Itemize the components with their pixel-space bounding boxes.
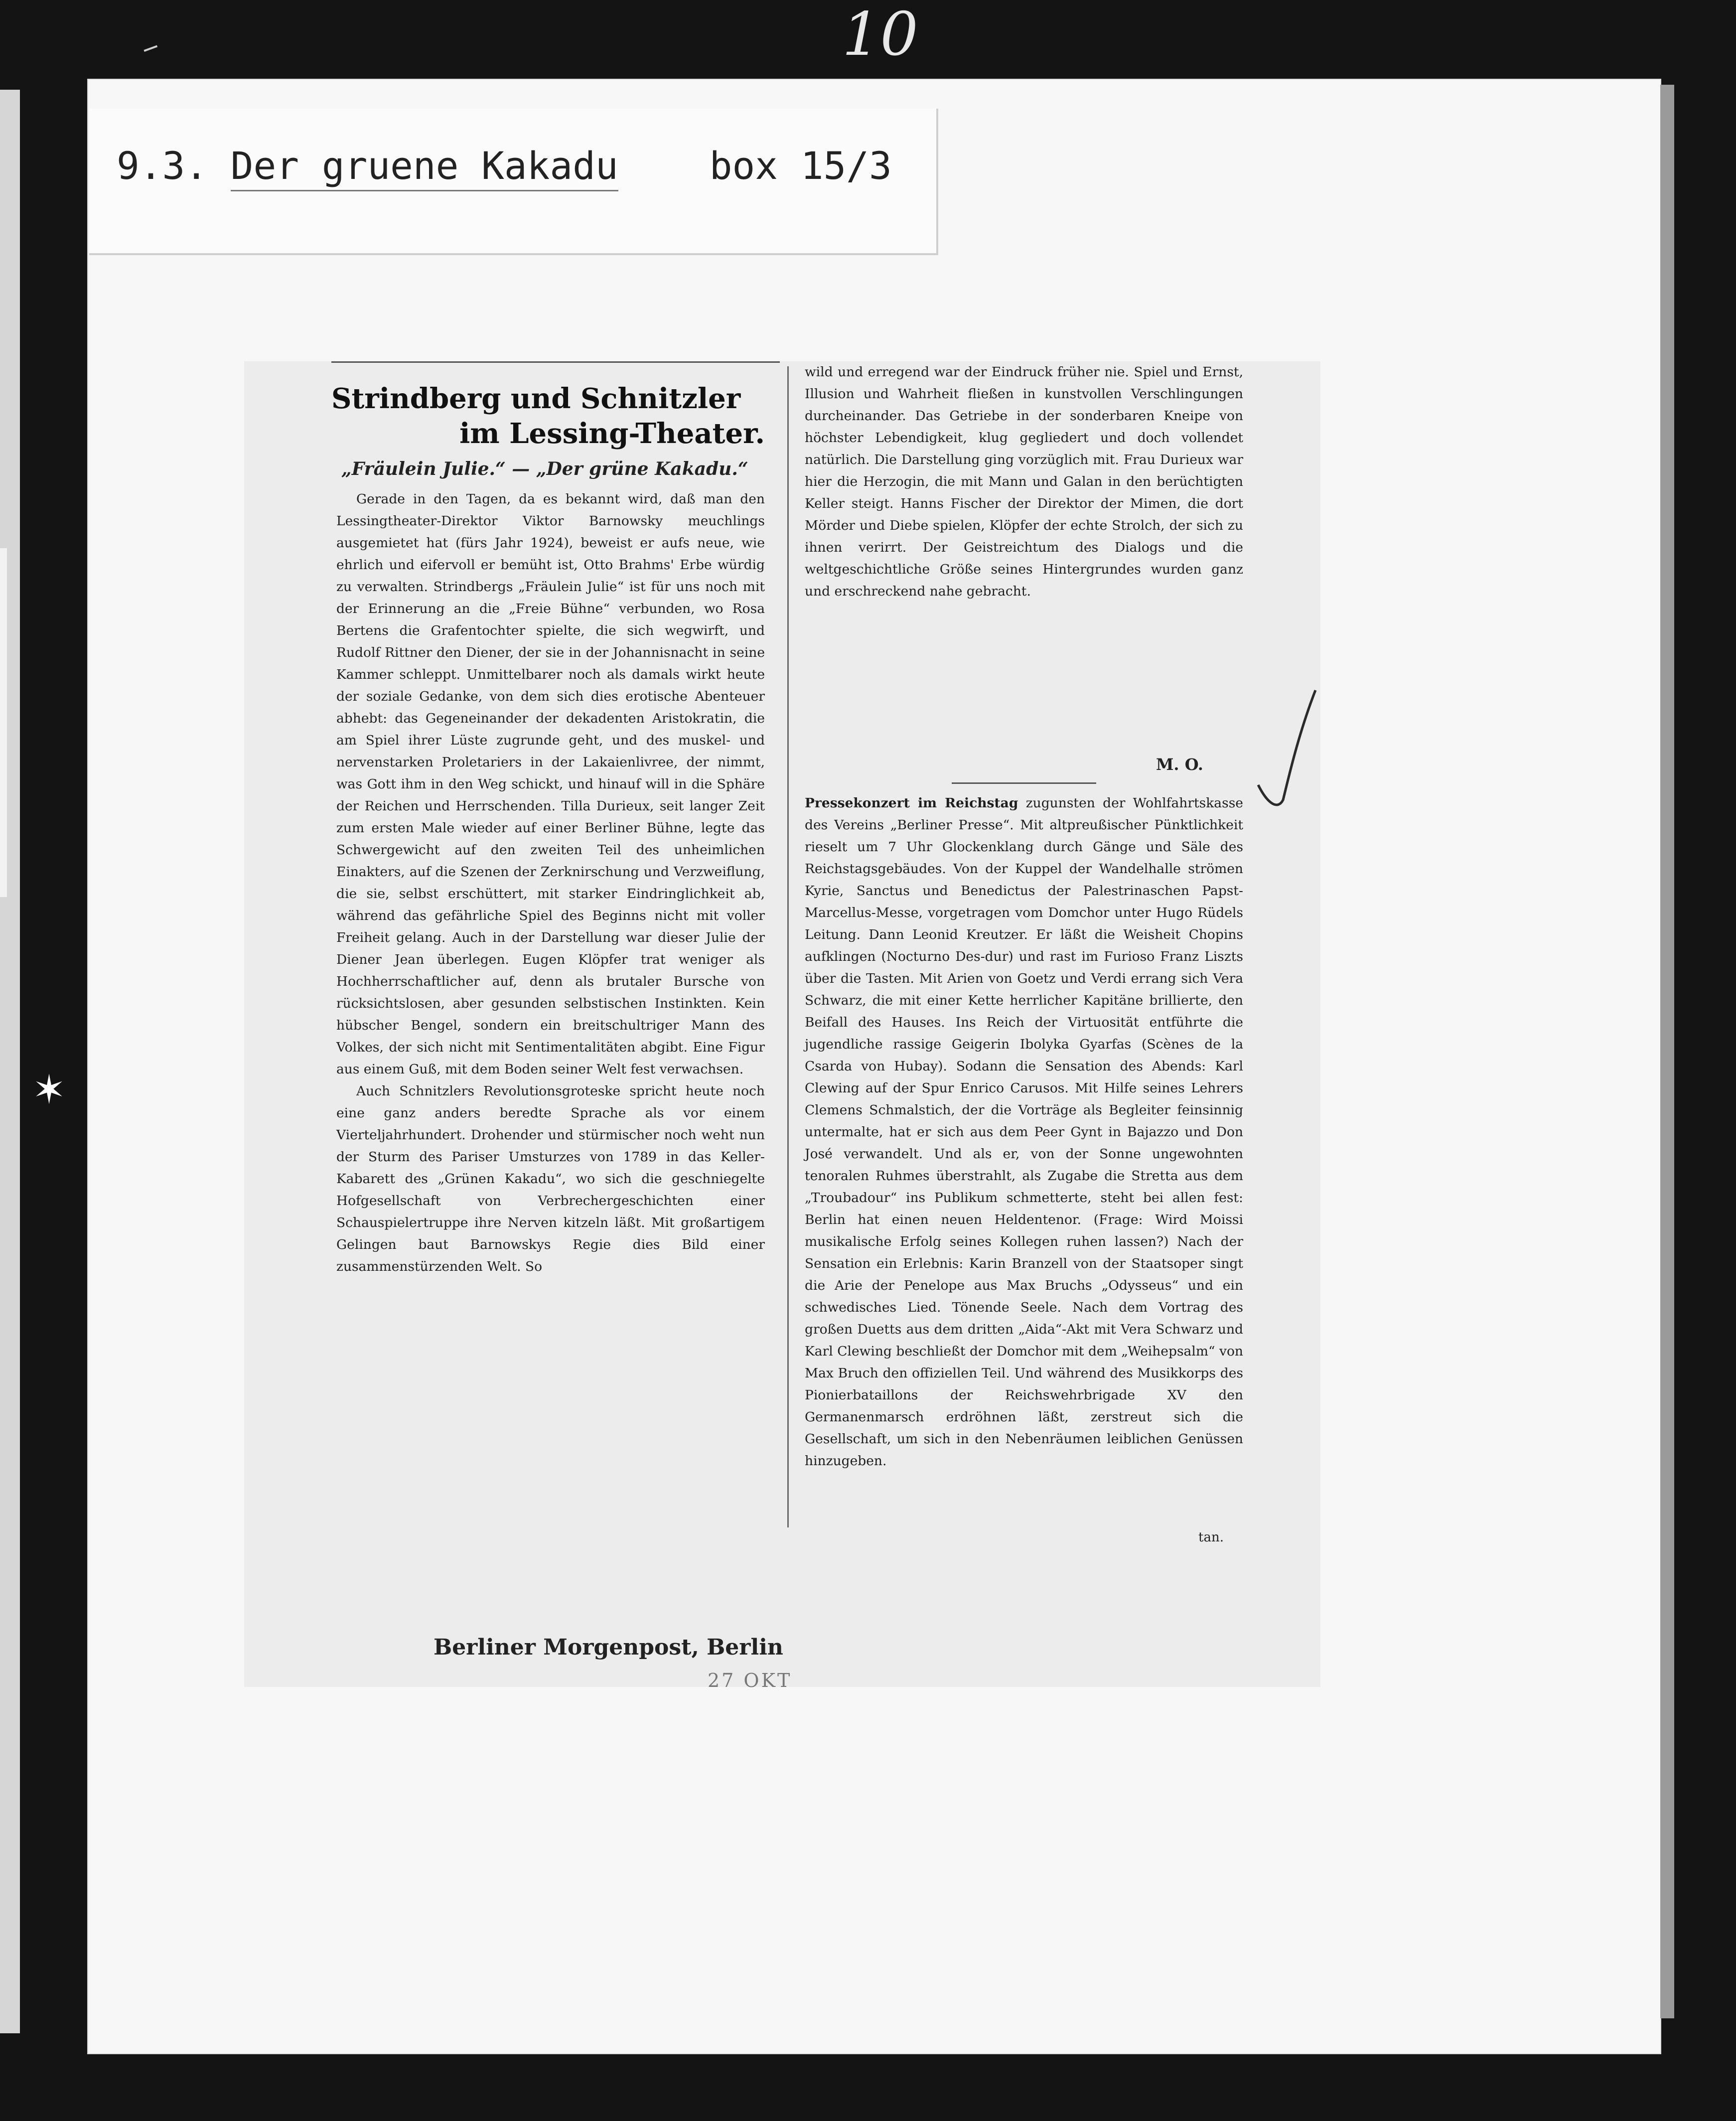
adjacent-page-edge	[0, 90, 20, 2033]
newspaper-clipping	[244, 361, 1320, 1691]
archive-label-text	[117, 144, 914, 188]
archive-label	[89, 109, 938, 255]
second-article-lead: Pressekonzert im Reichstag	[805, 795, 1018, 811]
headline-line-2: im Lessing-Theater.	[459, 417, 765, 450]
article-left-column	[336, 488, 765, 1278]
article-right-column	[805, 361, 1243, 603]
second-article	[805, 792, 1243, 1472]
second-article-body: zugunsten der Wohlfahrtskasse des Vereins „Berliner Presse“. Mit altpreußischer Pünktlichkeit rieselt um 7 Uhr Glockenklang durch Gänge und Säle des Reichstagsgebäudes. Von der Kuppel der Wandelhalle strömen Kyrie, Sanctus und Benedictus der Palestrinaschen Papst-Marcellus-Messe, vorgetragen vom Domchor unter Hugo Rüdels Leitung. Dann Leonid Kreutzer. Er läßt die Weisheit Chopins aufklingen (Nocturno Des-dur) und rast im Furioso Franz Liszts über die Tasten. Mit Arien von Goetz und Verdi errang sich Vera Schwarz, die mit einer Kette herrlicher Kapitäne brillierte, den Beifall des Hauses. Ins Reich der Virtuosität entführte die jugendliche rassige Geigerin Ibolyka Gyarfas (Scènes de la Csarda von Hubay). Sodann die Sensation des Abends: Karl Clewing auf der Spur Enrico Carusos. Mit Hilfe seines Lehrers Clemens Schmalstich, der die Vorträge als Begleiter feinsinnig untermalte, hat er sich aus dem Peer Gynt in Bajazzo und Don José verwandelt. Und als er, von der Sonne ungewohnten tenoralen Ruhmes überstrahlt, als Zugabe die Stretta aus dem „Troubadour“ ins Publikum schmetterte, steht bei allen fest: Berlin hat einen neuen Heldentenor. (Frage: Wird Moissi musikalische Erfolg seines Kollegen ruhen lassen?) Nach der Sensation ein Erlebnis: Karin Branzell von der Staatsoper singt die Arie der Penelope aus Max Bruchs „Odysseus“ und ein schwedisches Lied. Tönende Seele. Nach dem Vortrag des großen Duetts aus dem dritten „Aida“-Akt mit Vera Schwarz und Karl Clewing beschließt der Domchor mit dem „Weihepsalm“ von Max Bruch den offiziellen Teil. Und während des Musikkorps des Pionierbataillons der Reichswehrbrigade XV den Germanenmarsch erdröhnen läßt, zerstreut sich die Gesellschaft, um sich in den Nebenräumen leiblichen Genüssen hinzugeben.	[805, 795, 1243, 1469]
corner-mark	[144, 45, 159, 57]
star-icon: ✶	[32, 1066, 66, 1113]
label-title: Der gruene Kakadu	[231, 144, 618, 191]
article-signature: M. O.	[1156, 755, 1203, 774]
article-paragraph-2: Auch Schnitzlers Revolutionsgroteske spricht heute noch eine ganz anders beredte Sprache als vor einem Vierteljahrhundert. Drohender und stürmischer noch weht nun der Sturm des Pariser Umsturzes von 1789 in das Keller-Kabarett des „Grünen Kakadu“, wo sich die geschniegelte Hofgesellschaft von Verbrechergeschichten einer Schauspielertruppe ihre Nerven kitzeln läßt. Mit großartigem Gelingen baut Barnowskys Regie dies Bild einer zusammenstürzenden Welt. So	[336, 1083, 765, 1274]
label-item: 9.3.	[117, 144, 208, 188]
page-number-mark: 10	[842, 0, 918, 69]
article-separator-rule	[952, 782, 1096, 784]
article-headline	[331, 381, 780, 451]
article-paragraph-1: Gerade in den Tagen, da es bekannt wird, daß man den Lessingtheater-Direktor Viktor Barnowsky meuchlings ausgemietet hat (fürs Jahr 1924), beweist er aufs neue, wie ehrlich und eifervoll er bemüht ist, Otto Brahms' Erbe würdig zu verwalten. Strindbergs „Fräulein Julie“ ist für uns noch mit der Erinnerung an die „Freie Bühne“ verbunden, wo Rosa Bertens die Grafentochter spielte, die sich wegwirft, und Rudolf Rittner den Diener, der sie in der Johannisnacht in seine Kammer schleppt. Unmittelbarer noch als damals wirkt heute der soziale Gedanke, von dem sich dies erotische Abenteuer abhebt: das Gegeneinander der dekadenten Aristokratin, die am Spiel ihrer Lüste zugrunde geht, und des muskel- und nervenstarken Proletariers in der Lakaienlivree, der nimmt, was Gott ihm in den Weg schickt, und hinauf will in die Sphäre der Reichen und Herrschenden. Tilla Durieux, seit langer Zeit zum ersten Male wieder auf einer Berliner Bühne, legte das Schwergewicht auf den zweiten Teil des unheimlichen Einakters, auf die Szenen der Zerknirschung und Verzweiflung, die sie, selbst erschüttert, mit starker Eindringlichkeit ab, während das gefährliche Spiel des Beginns nicht mit voller Freiheit gelang. Auch in der Darstellung war dieser Julie der Diener Jean überlegen. Eugen Klöpfer trat weniger als Hochherrschaftlicher auf, denn als brutaler Bursche von rücksichtslosen, aber gesunden selbstischen Instinkten. Kein hübscher Bengel, sondern ein breitschultriger Mann des Volkes, der sich nicht mit Sentimentalitäten abgibt. Eine Figur aus einem Guß, mit dem Boden seiner Welt fest verwachsen.	[336, 491, 765, 1077]
headline-top-rule	[331, 361, 780, 363]
headline-line-1: Strindberg und Schnitzler	[331, 382, 741, 415]
mount-shadow-edge	[1660, 85, 1674, 2018]
article-continuation: wild und erregend war der Eindruck früher nie. Spiel und Ernst, Illusion und Wahrheit fließen in kunstvollen Verschlingungen durcheinander. Das Getriebe in der sonderbaren Kneipe von höchster Lebendigkeit, klug gegliedert und doch vollendet natürlich. Die Darstellung ging vorzüglich mit. Frau Durieux war hier die Herzogin, die mit Mann und Galan in den berüchtigten Keller steigt. Hanns Fischer der Direktor der Mimen, die dort Mörder und Diebe spielen, Klöpfer der echte Strolch, der sich zu ihnen verirrt. Der Geistreichtum des Dialogs und die weltgeschichtliche Größe seines Hintergrundes wurden ganz und erschreckend nahe gebracht.	[805, 364, 1243, 599]
label-box: box 15/3	[709, 144, 892, 188]
article-subheadline: „Fräulein Julie.“ — „Der grüne Kakadu.“	[341, 458, 748, 479]
newspaper-stamp: Berliner Morgenpost, Berlin	[434, 1635, 783, 1660]
adjacent-page-highlight	[0, 548, 7, 897]
column-divider	[787, 366, 789, 1527]
date-stamp: 27 OKT	[708, 1669, 792, 1691]
pencil-check-mark	[1248, 685, 1318, 815]
second-article-signature: tan.	[1198, 1530, 1224, 1545]
